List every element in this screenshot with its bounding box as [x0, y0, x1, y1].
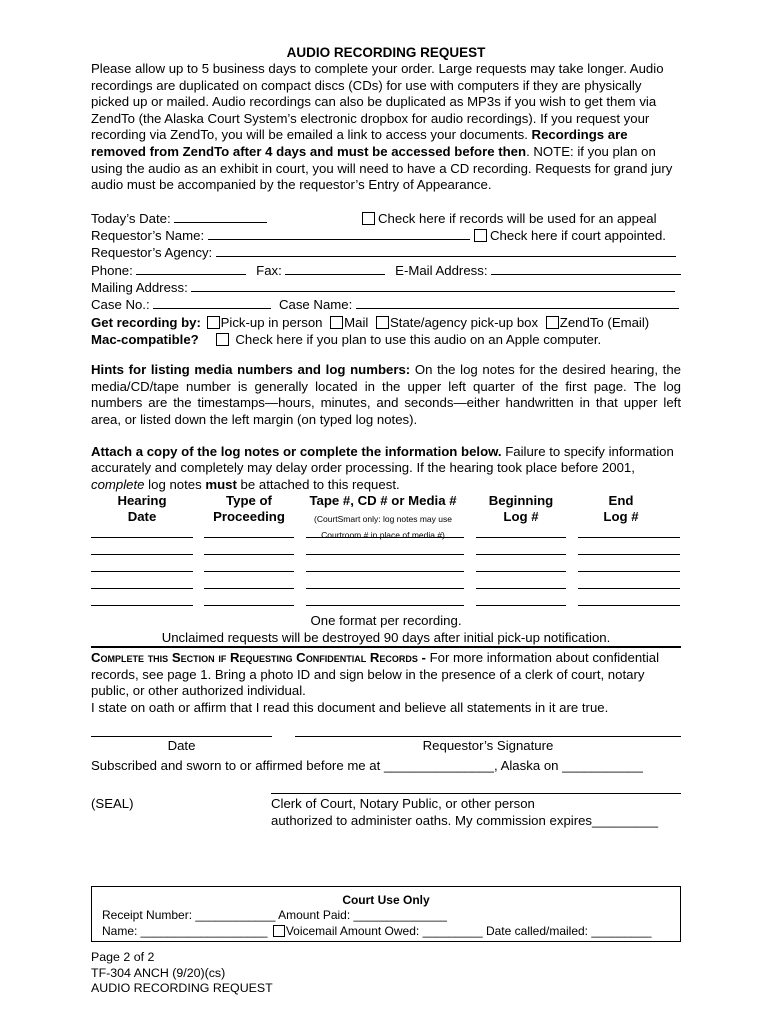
- footer-form-title: AUDIO RECORDING REQUEST: [91, 981, 273, 995]
- get-recording-row: [91, 314, 681, 331]
- state-pickup-label: State/agency pick-up box: [390, 314, 539, 330]
- mac-row: [91, 331, 681, 348]
- table-cell[interactable]: [476, 571, 566, 572]
- confidential-heading: Complete this Section if Requesting Confidential Records -: [91, 650, 426, 666]
- case-name-label: Case Name:: [278, 297, 353, 313]
- case-no-field[interactable]: [153, 296, 271, 309]
- table-cell[interactable]: [91, 571, 193, 572]
- fax-label: Fax:: [256, 262, 282, 278]
- mac-checkbox[interactable]: [216, 333, 229, 346]
- table-cell[interactable]: [204, 554, 294, 555]
- media-note: (CourtSmart only: log notes may use Courtroom # in place of media #): [314, 514, 452, 541]
- court-use-box: [91, 886, 681, 942]
- col-media-number: Tape #, CD # or Media # (CourtSmart only: log notes may use Courtroom # in place of media #): [299, 493, 467, 543]
- appeal-checkbox[interactable]: [362, 212, 375, 225]
- intro-paragraph: [91, 61, 681, 194]
- table-cell[interactable]: [306, 554, 464, 555]
- requestor-name-row: [91, 227, 681, 244]
- todays-date-field[interactable]: [174, 210, 267, 223]
- attach-text-2: log notes: [144, 476, 206, 492]
- mailing-label: Mailing Address:: [91, 279, 188, 295]
- clerk-signature-line[interactable]: [271, 793, 681, 794]
- table-cell[interactable]: [476, 605, 566, 606]
- zendto-label: ZendTo (Email): [559, 314, 650, 330]
- name-line: [92, 923, 680, 939]
- table-cell[interactable]: [306, 588, 464, 589]
- fax-field[interactable]: [285, 262, 385, 275]
- intro-bold-text: Recordings are removed from ZendTo after 4 days and must be accessed before then: [91, 127, 628, 159]
- email-label: E-Mail Address:: [395, 262, 488, 278]
- agency-field[interactable]: [216, 244, 676, 257]
- attach-heading: Attach a copy of the log notes or complete the information below.: [91, 443, 502, 459]
- appeal-check-label: Check here if records will be used for an appeal: [378, 210, 657, 226]
- seal-block: [91, 774, 681, 834]
- requestor-name-label: Requestor’s Name:: [91, 228, 205, 244]
- signature-label: Requestor’s Signature: [422, 737, 554, 753]
- table-cell[interactable]: [476, 554, 566, 555]
- table-cell[interactable]: [91, 605, 193, 606]
- table-cell[interactable]: [204, 605, 294, 606]
- court-appointed-checkbox[interactable]: [474, 229, 487, 242]
- voicemail-checkbox[interactable]: [273, 925, 285, 937]
- oath-statement: I state on oath or affirm that I read this document and believe all statements in it are true.: [91, 700, 609, 716]
- seal-label: (SEAL): [91, 795, 134, 811]
- col-hearing-date: Hearing Date: [117, 493, 167, 525]
- table-cell[interactable]: [578, 605, 680, 606]
- table-cell[interactable]: [578, 588, 680, 589]
- zendto-checkbox[interactable]: [546, 316, 559, 329]
- hints-heading: Hints for listing media numbers and log numbers:: [91, 362, 411, 378]
- mail-label: Mail: [344, 314, 369, 330]
- phone-row: [91, 262, 681, 279]
- todays-date-row: [91, 210, 681, 227]
- form-number: TF-304 ANCH (9/20)(cs): [91, 965, 226, 980]
- case-row: [91, 296, 681, 313]
- table-cell[interactable]: [578, 554, 680, 555]
- court-use-title: Court Use Only: [342, 893, 430, 907]
- table-cell[interactable]: [204, 537, 294, 538]
- table-cell[interactable]: [306, 605, 464, 606]
- table-cell[interactable]: [306, 537, 464, 538]
- table-cell[interactable]: [306, 571, 464, 572]
- table-cell[interactable]: [204, 588, 294, 589]
- confidential-text: For more information about confidential records, see page 1. Bring a photo ID and sign below in the presence of a clerk of court, notary public, or other authorized individual.: [91, 650, 660, 699]
- email-field[interactable]: [491, 262, 681, 275]
- confidential-paragraph: [91, 650, 681, 700]
- agency-row: [91, 244, 681, 261]
- table-rows: [91, 537, 681, 627]
- mail-checkbox[interactable]: [330, 316, 343, 329]
- one-format-note: One format per recording.: [310, 613, 462, 629]
- table-cell[interactable]: [91, 588, 193, 589]
- sworn-statement: Subscribed and sworn to or affirmed before me at _______________, Alaska on ___________: [91, 757, 643, 773]
- hints-paragraph: [91, 362, 681, 428]
- phone-label: Phone:: [91, 262, 133, 278]
- attach-italic: complete: [91, 476, 145, 492]
- table-cell[interactable]: [578, 537, 680, 538]
- clerk-label-2: authorized to administer oaths. My commission expires_________: [271, 812, 659, 828]
- mailing-field[interactable]: [191, 279, 675, 292]
- mac-label: Mac-compatible?: [91, 331, 199, 347]
- intro-text-2: . NOTE: if you plan on using the audio as an exhibit in court, you will need to have a CD recording. Requests for grand jury audio must be accompanied by the requestor’s Entry of Appearance.: [91, 143, 673, 193]
- phone-field[interactable]: [136, 262, 246, 275]
- pickup-label: Pick-up in person: [220, 314, 323, 330]
- todays-date-label: Today’s Date:: [91, 210, 171, 226]
- attach-text: Failure to specify information accurately and completely may delay order processing. If the hearing took place before 2001,: [91, 443, 674, 476]
- table-cell[interactable]: [91, 554, 193, 555]
- case-no-label: Case No.:: [91, 297, 150, 313]
- attach-paragraph: [91, 444, 681, 494]
- get-recording-label: Get recording by:: [91, 314, 201, 330]
- court-name-field: Name: ___________________: [102, 924, 268, 938]
- receipt-line: Receipt Number: ____________ Amount Paid: ______________: [102, 908, 447, 922]
- section-divider: [91, 646, 681, 648]
- page-footer: [91, 950, 273, 997]
- col-beginning-log: Beginning Log #: [488, 493, 554, 525]
- page-number: Page 2 of 2: [91, 950, 155, 964]
- pickup-checkbox[interactable]: [207, 316, 220, 329]
- clerk-label-1: Clerk of Court, Notary Public, or other person: [271, 795, 535, 811]
- voicemail-line: Voicemail Amount Owed: _________ Date called/mailed: _________: [285, 924, 652, 938]
- col-type-proceeding: Type of Proceeding: [213, 493, 285, 525]
- case-name-field[interactable]: [356, 296, 679, 309]
- mac-check-label: Check here if you plan to use this audio on an Apple computer.: [235, 331, 602, 347]
- attach-must: must: [205, 476, 237, 492]
- court-appointed-label: Check here if court appointed.: [490, 228, 666, 244]
- requestor-name-field[interactable]: [208, 227, 470, 240]
- col-end-log: End Log #: [603, 493, 639, 525]
- table-cell[interactable]: [578, 571, 680, 572]
- table-cell[interactable]: [476, 588, 566, 589]
- table-cell[interactable]: [476, 537, 566, 538]
- form-title: AUDIO RECORDING REQUEST: [286, 45, 486, 60]
- table-cell[interactable]: [204, 571, 294, 572]
- table-cell[interactable]: [91, 537, 193, 538]
- hints-text: On the log notes for the desired hearing, the media/CD/tape number is generally located in the upper left quarter of the first page. The log numbers are the timestamps—hours, minutes, and seconds—either handwritten in that upper left area, or listed down the left margin (on typed log notes).: [91, 362, 681, 427]
- page-body: [91, 45, 681, 834]
- mailing-row: [91, 279, 681, 296]
- date-label: Date: [167, 737, 196, 753]
- attach-text-3: be attached to this request.: [236, 476, 400, 492]
- agency-label: Requestor’s Agency:: [91, 245, 213, 261]
- date-signature-line[interactable]: [91, 736, 272, 737]
- requestor-signature-line[interactable]: [295, 736, 681, 737]
- unclaimed-note: Unclaimed requests will be destroyed 90 days after initial pick-up notification.: [161, 629, 611, 645]
- table-header: [91, 493, 681, 541]
- intro-text: Please allow up to 5 business days to complete your order. Large requests may take longer. Audio recordings are duplicated on compact discs (CDs) for use with computers if they are physically picked up or mailed. Audio recordings can also be duplicated as MP3s if you wish to get them via ZendTo (the Alaska Court System’s electronic dropbox for audio recordings). If you request your recording via ZendTo, you will be emailed a link to access your documents.: [91, 61, 664, 143]
- state-pickup-checkbox[interactable]: [376, 316, 389, 329]
